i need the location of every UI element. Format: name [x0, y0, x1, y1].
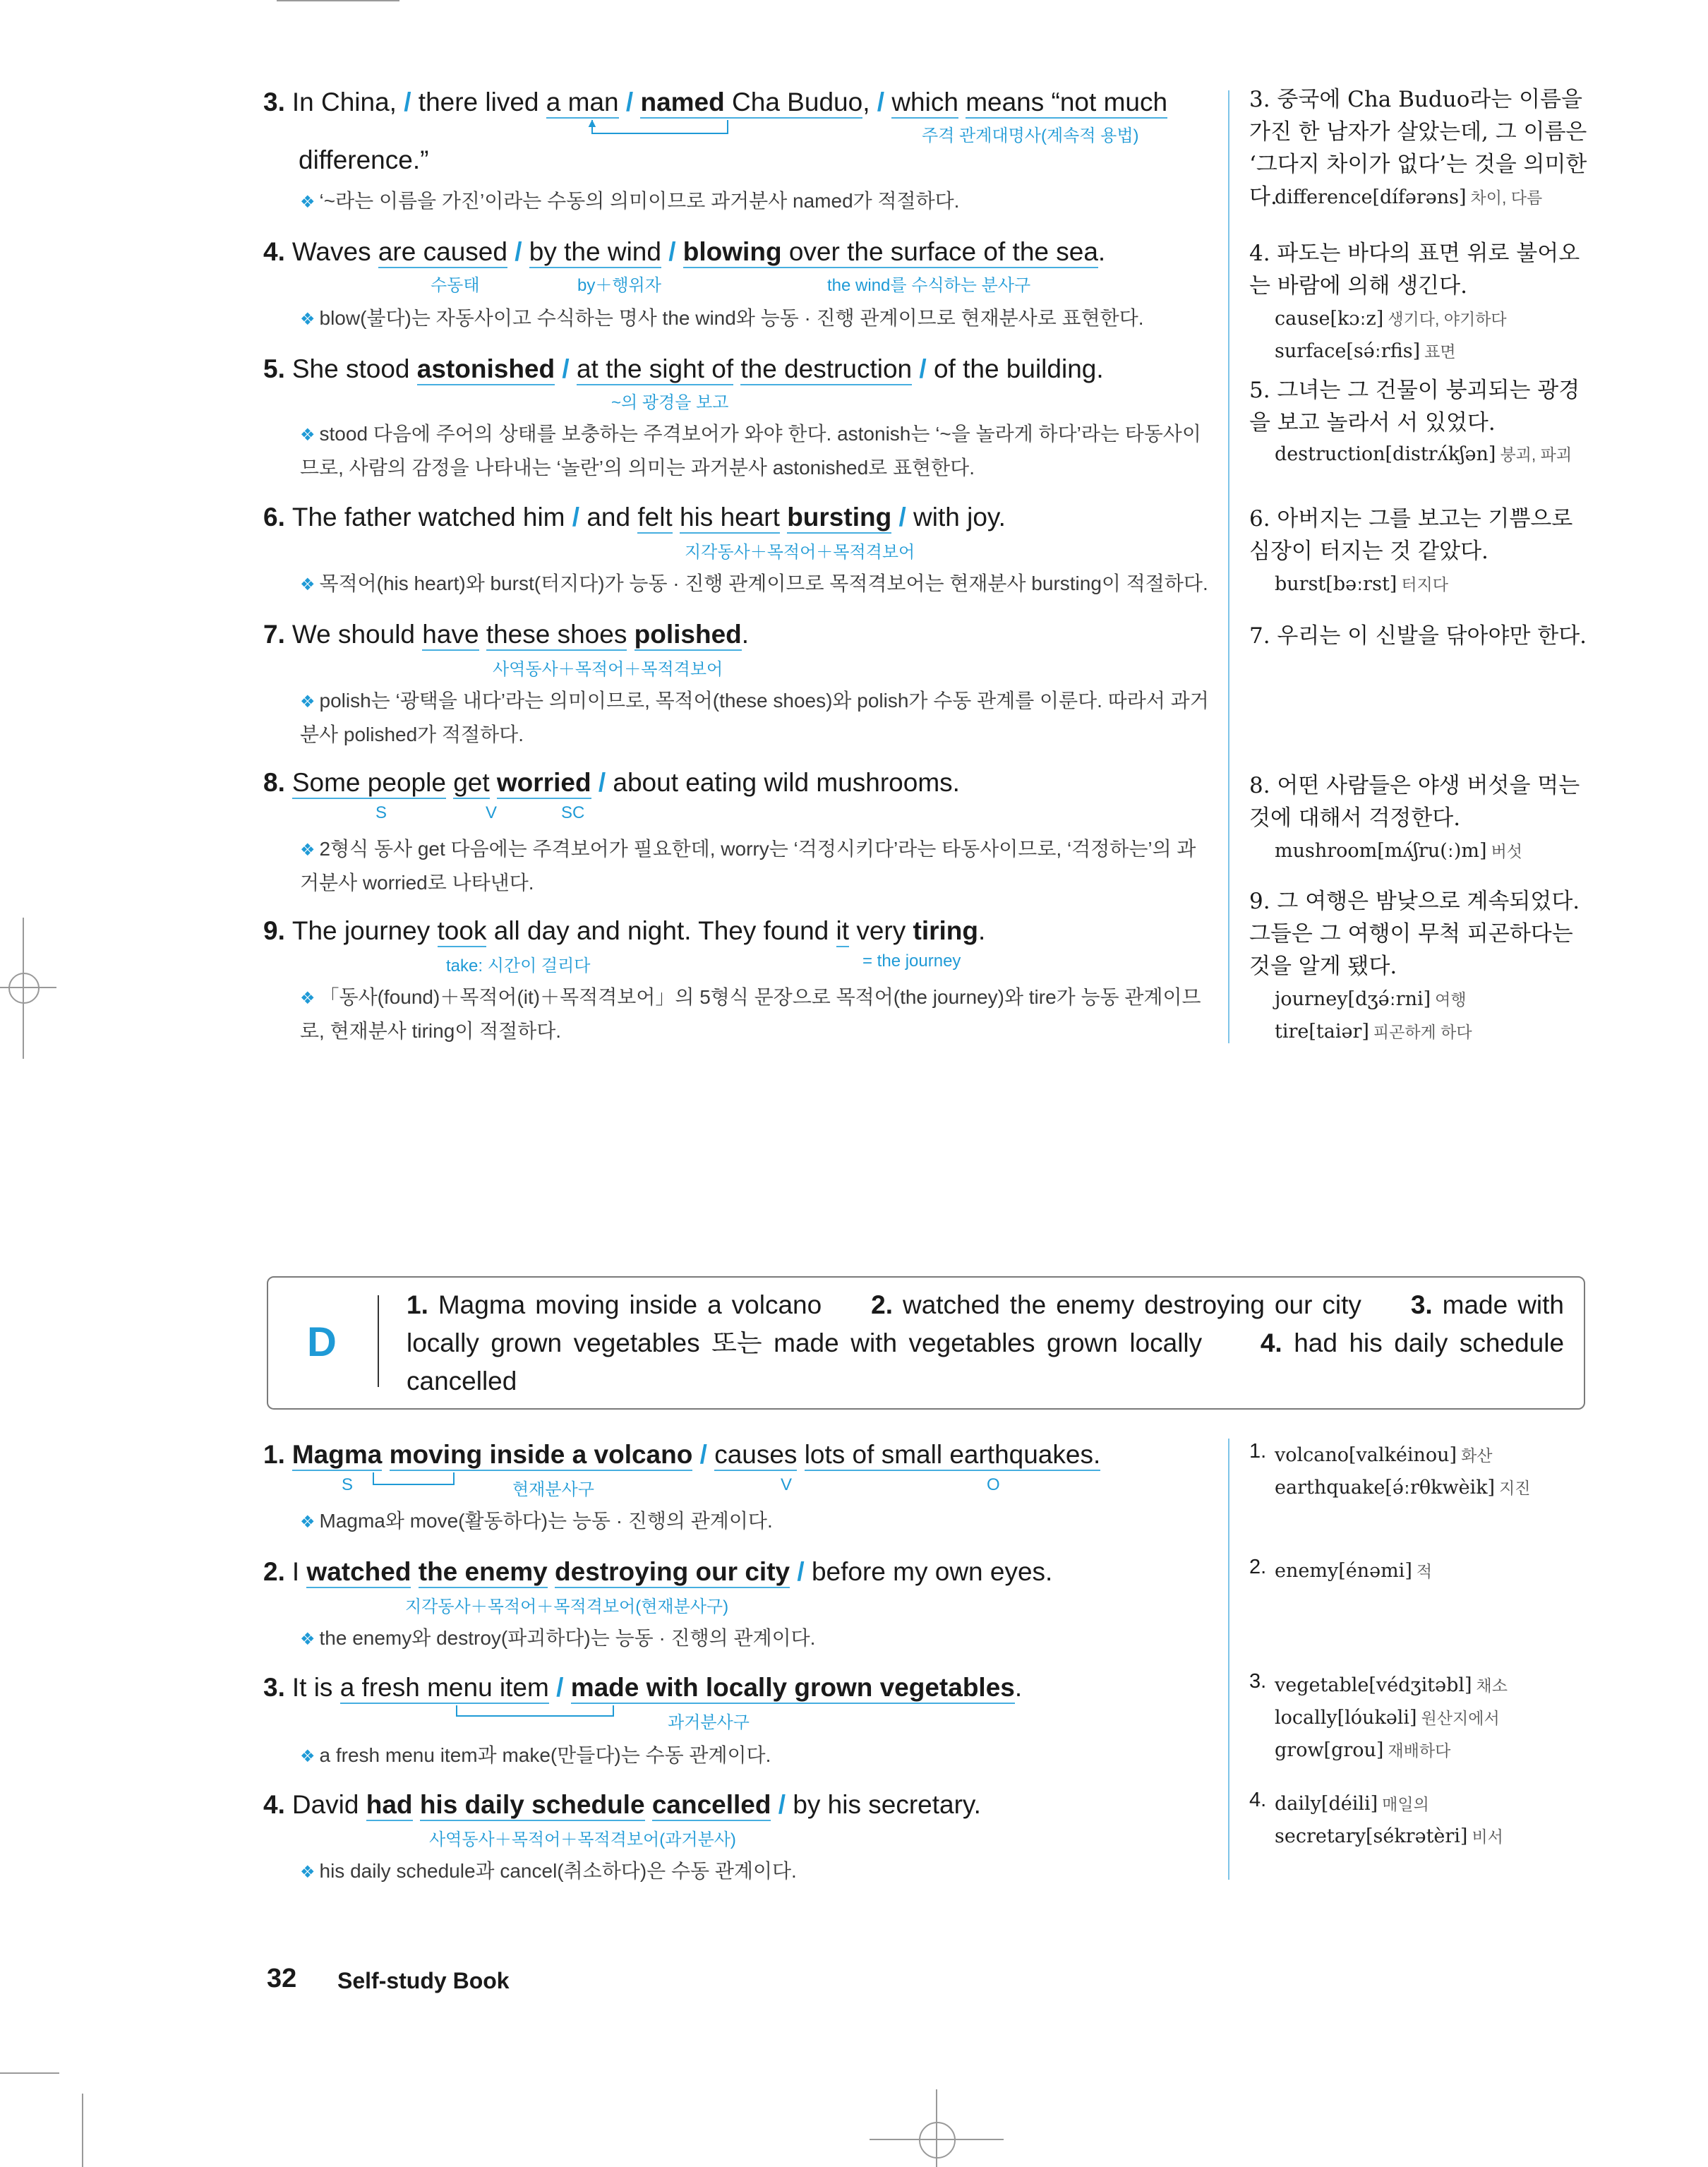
translation-6: 6. 아버지는 그를 보고는 기쁨으로 심장이 터지는 것 같았다. — [1249, 506, 1573, 564]
vocab-item: secretary[sékrətèri] 비서 — [1275, 1825, 1503, 1847]
vocab-item: enemy[énəmi] 적 — [1275, 1560, 1433, 1582]
annotation: 지각동사＋목적어＋목적격보어 — [685, 543, 915, 562]
annotation: 사역동사＋목적어＋목적격보어 — [493, 660, 723, 679]
grammar-note: ❖ the enemy와 destroy(파괴하다)는 능동 · 진행의 관계이다. — [300, 1627, 816, 1649]
grammar-note: ❖ polish는 ‘광택을 내다’라는 의미이므로, 목적어(these shoes)와 polish가 수동 관계를 이룬다. 따라서 과거분사 polished가 적절하다. — [300, 690, 1209, 745]
annotation: 현재분사구 — [512, 1480, 594, 1499]
translation-3: 3. 중국에 Cha Buduo라는 이름을 가진 한 남자가 살았는데, 그 이름은 ‘그다지 차이가 없다’는 것을 의미한다. — [1249, 87, 1587, 210]
vocab-item: cause[kɔːz] 생기다, 야기하다 — [1275, 308, 1507, 330]
grammar-note: ❖ blow(불다)는 자동사이고 수식하는 명사 the wind와 능동 · 진행 관계이므로 현재분사로 표현한다. — [300, 307, 1144, 329]
annotation: SC — [561, 803, 585, 822]
section-letter: D — [307, 1319, 337, 1365]
grammar-note: ❖ ‘~라는 이름을 가진’이라는 수동의 의미이므로 과거분사 named가 적절하다. — [300, 190, 960, 212]
annotation: 수동태 — [431, 276, 480, 295]
sentence-7: 7. We should have these shoes polished. — [263, 618, 749, 651]
page-number: 32 — [267, 1964, 297, 1993]
vocab-number: 4. — [1249, 1789, 1267, 1811]
book-label: Self-study Book — [337, 1968, 510, 1993]
column-divider — [1228, 90, 1229, 1043]
annotation: O — [987, 1475, 1000, 1494]
annotation: take: 시간이 걸리다 — [446, 956, 591, 976]
vocab-item: earthquake[ə́ːrθkwèik] 지진 — [1275, 1477, 1531, 1499]
translation-7: 7. 우리는 이 신발을 닦아야만 한다. — [1249, 623, 1587, 649]
answer-text: 1. Magma moving inside a volcano 2. watched the enemy destroying our city 3. made with locally grown vegetables 또는 made with vegetables grown locally 4. had his daily schedule cancelled — [407, 1290, 1565, 1395]
vocab-item: locally[lóukəli] 원산지에서 — [1275, 1707, 1500, 1729]
sentence-3: 3. In China, / there lived a man / named Cha Buduo, / which means “not much — [263, 86, 1167, 119]
vocab-item: surface[sə́ːrfis] 표면 — [1275, 340, 1456, 362]
vocab-number: 3. — [1249, 1670, 1267, 1693]
translation-9: 9. 그 여행은 밤낮으로 계속되었다. 그들은 그 여행이 무척 피곤하다는 것을 알게 됐다. — [1249, 889, 1580, 979]
grammar-note: ❖ stood 다음에 주어의 상태를 보충하는 주격보어가 와야 한다. astonish는 ‘~을 놀라게 하다’라는 타동사이므로, 사람의 감정을 나타내는 ‘놀란’의 의미는 과거분사 astonished로 표현한다. — [300, 423, 1201, 479]
annotation: V — [781, 1475, 793, 1494]
modifier-arrow — [456, 1705, 614, 1717]
vocab-item: destruction[distrʌ́kʃən] 붕괴, 파괴 — [1275, 443, 1572, 465]
grammar-note: ❖ 2형식 동사 get 다음에는 주격보어가 필요한데, worry는 ‘걱정시키다’라는 타동사이므로, ‘걱정하는’의 과거분사 worried로 나타낸다. — [300, 838, 1196, 894]
sentence-d4: 4. David had his daily schedule cancelled / by his secretary. — [263, 1789, 981, 1821]
registration-circle — [919, 2122, 956, 2159]
vocab-number: 1. — [1249, 1440, 1267, 1463]
vocab-item: volcano[valkéinou] 화산 — [1275, 1444, 1493, 1466]
vocab-item: mushroom[mʌ́ʃru(ː)m] 버섯 — [1275, 840, 1523, 862]
annotation: by＋행위자 — [577, 276, 661, 295]
sentence-d2: 2. I watched the enemy destroying our city / before my own eyes. — [263, 1556, 1052, 1588]
grammar-note: ❖ Magma와 move(활동하다)는 능동 · 진행의 관계이다. — [300, 1510, 773, 1532]
annotation: V — [486, 803, 498, 822]
vocab-item: difference[dífərəns] 차이, 다름 — [1275, 186, 1543, 208]
registration-mark — [0, 2072, 59, 2074]
sentence-9: 9. The journey took all day and night. They found it very tiring. — [263, 915, 985, 947]
vocab-item: journey[dʒə́ːrni] 여행 — [1275, 988, 1467, 1010]
annotation: S — [342, 1475, 354, 1494]
sentence-4: 4. Waves are caused / by the wind / blowing over the surface of the sea. — [263, 236, 1105, 268]
answer-box — [267, 1276, 1585, 1410]
registration-mark — [82, 2094, 83, 2167]
sentence-5: 5. She stood astonished / at the sight of the destruction / of the building. — [263, 353, 1104, 385]
grammar-note: ❖ 「동사(found)＋목적어(it)＋목적격보어」의 5형식 문장으로 목적어(the journey)와 tire가 능동 관계이므로, 현재분사 tiring이 적절하다. — [300, 986, 1201, 1042]
vocab-item: vegetable[védʒitəbl] 채소 — [1275, 1674, 1508, 1696]
sentence-3-cont: difference.” — [299, 145, 429, 174]
registration-circle — [8, 973, 40, 1004]
grammar-note: ❖ 목적어(his heart)와 burst(터지다)가 능동 · 진행 관계이므로 목적격보어는 현재분사 bursting이 적절하다. — [300, 572, 1208, 594]
annotation: S — [375, 803, 387, 822]
translation-8: 8. 어떤 사람들은 야생 버섯을 먹는 것에 대해서 걱정한다. — [1249, 773, 1580, 831]
annotation: 과거분사구 — [668, 1713, 750, 1732]
vocab-item: daily[déili] 매일의 — [1275, 1793, 1429, 1815]
vocab-item: grow[grou] 재배하다 — [1275, 1739, 1451, 1761]
divider — [378, 1295, 379, 1387]
sentence-d3: 3. It is a fresh menu item / made with locally grown vegetables. — [263, 1671, 1022, 1704]
translation-5: 5. 그녀는 그 건물이 붕괴되는 광경을 보고 놀라서 서 있었다. — [1249, 378, 1580, 436]
annotation: the wind를 수식하는 분사구 — [827, 276, 1031, 295]
sentence-8: 8. Some people get worried / about eating wild mushrooms. — [263, 767, 960, 799]
vocab-number: 2. — [1249, 1556, 1267, 1578]
sentence-6: 6. The father watched him / and felt his heart bursting / with joy. — [263, 501, 1006, 534]
grammar-note: ❖ his daily schedule과 cancel(취소하다)은 수동 관계이다. — [300, 1860, 797, 1882]
translation-4: 4. 파도는 바다의 표면 위로 불어오는 바람에 의해 생긴다. — [1249, 241, 1580, 299]
registration-mark — [277, 0, 399, 1]
grammar-note: ❖ a fresh menu item과 make(만들다)는 수동 관계이다. — [300, 1744, 771, 1766]
arrow-head: ▲ — [586, 116, 599, 130]
annotation: 사역동사＋목적어＋목적격보어(과거분사) — [429, 1830, 736, 1849]
annotation: 지각동사＋목적어＋목적격보어(현재분사구) — [405, 1597, 729, 1616]
annotation: = the journey — [862, 952, 961, 971]
vocab-item: burst[bəːrst] 터지다 — [1275, 573, 1448, 595]
annotation: 주격 관계대명사(계속적 용법) — [922, 126, 1139, 145]
annotation: ~의 광경을 보고 — [611, 393, 729, 412]
modifier-arrow — [591, 120, 728, 134]
vocab-item: tire[taiər] 피곤하게 하다 — [1275, 1021, 1472, 1043]
sentence-d1: 1. Magma moving inside a volcano / causes lots of small earthquakes. — [263, 1439, 1100, 1471]
modifier-arrow — [373, 1472, 455, 1485]
column-divider — [1228, 1439, 1229, 1880]
